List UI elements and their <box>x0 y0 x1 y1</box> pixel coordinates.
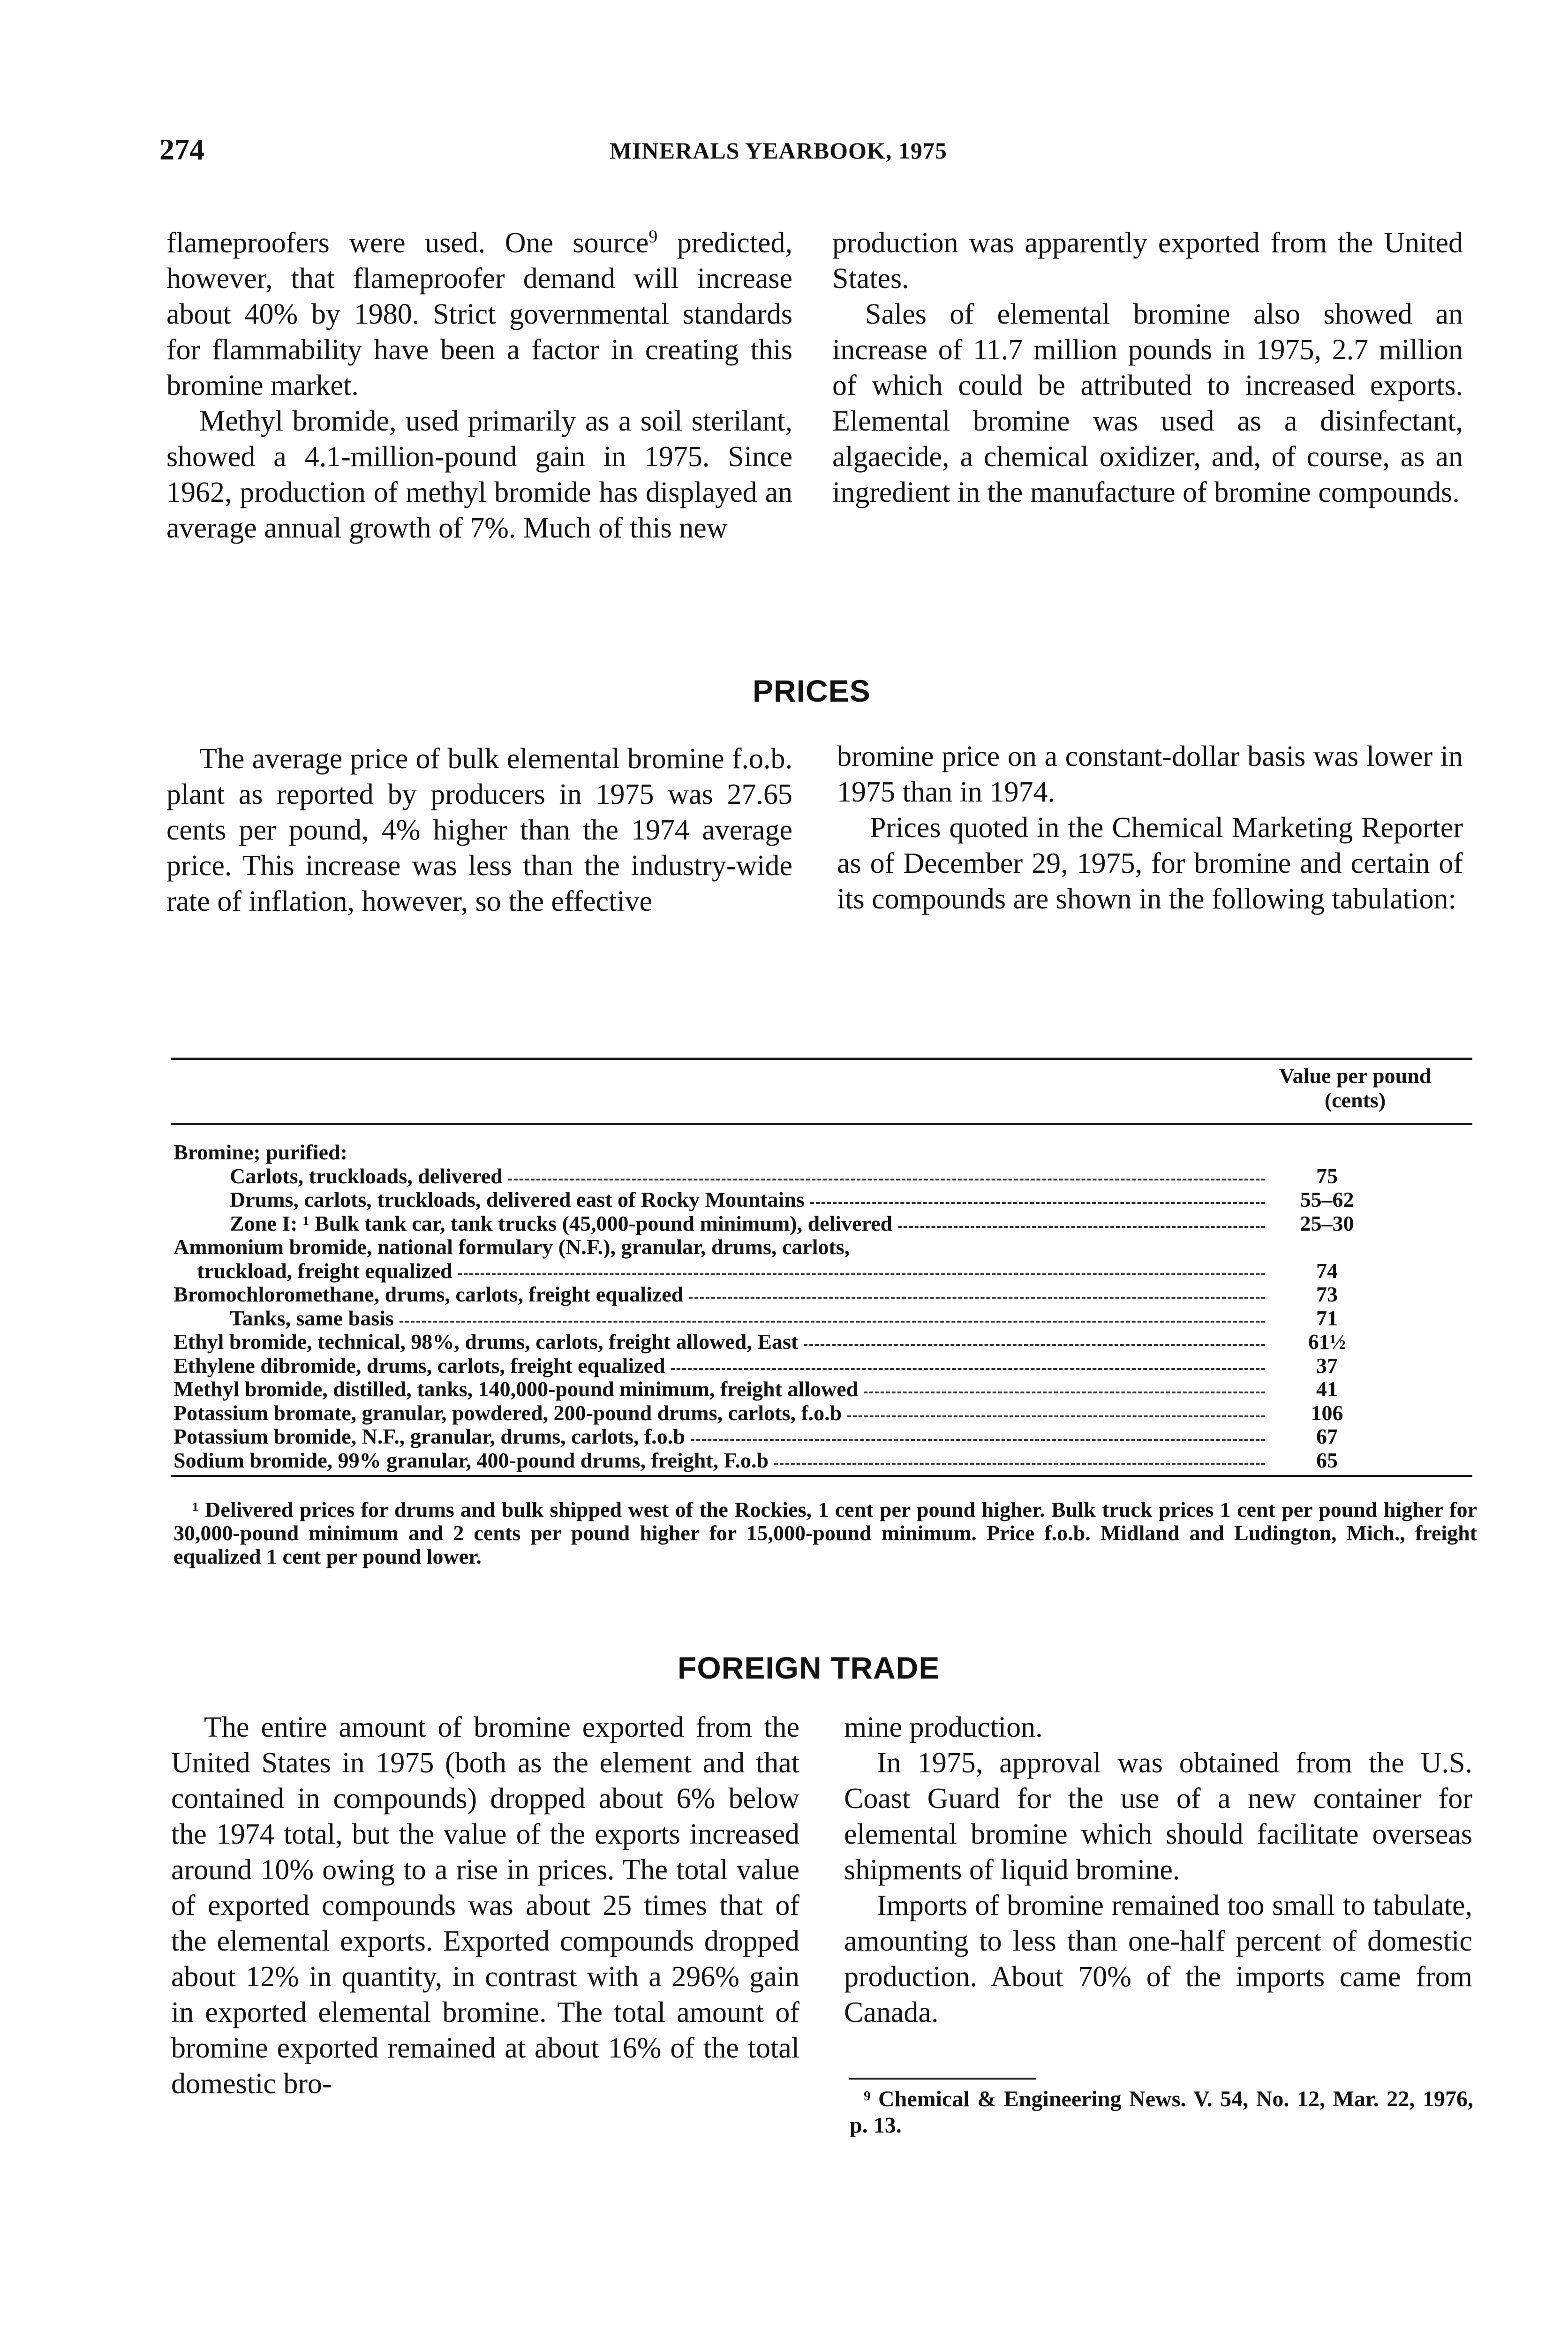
leader-dots <box>804 1338 1265 1346</box>
leader-dots <box>847 1409 1265 1417</box>
table-top-rule <box>171 1058 1472 1060</box>
table-row-label: Bromine; purified: <box>173 1140 347 1164</box>
table-row-value: 106 <box>1311 1400 1343 1425</box>
prices-heading: PRICES <box>753 673 871 708</box>
table-row <box>173 1283 1477 1307</box>
table-row <box>173 1212 1477 1236</box>
table-row-value: 41 <box>1316 1377 1338 1401</box>
table-row <box>173 1259 1477 1283</box>
table-row-value: 71 <box>1316 1306 1338 1330</box>
table-row <box>173 1401 1477 1425</box>
table-row-value: 37 <box>1316 1353 1338 1377</box>
table-row <box>173 1377 1477 1401</box>
foreign-trade-right-paragraph-3: Imports of bromine remained too small to tabulate, amounting to less than one-half percent of domestic production. About 70% of the imports came from Canada. <box>844 1890 1472 2028</box>
table-row <box>173 1235 1477 1259</box>
leader-dots <box>689 1290 1265 1299</box>
prices-right-column <box>837 739 1463 917</box>
table-row-label: Potassium bromide, N.F., granular, drums, carlots, f.o.b <box>173 1424 685 1448</box>
table-header-line-2: (cents) <box>1324 1088 1386 1112</box>
leader-dots <box>458 1267 1265 1275</box>
leader-dots <box>774 1456 1265 1465</box>
leader-dots <box>855 1244 1265 1250</box>
table-row-label: Bromochloromethane, drums, carlots, freight equalized <box>173 1282 684 1306</box>
foreign-trade-heading: FOREIGN TRADE <box>678 1650 940 1685</box>
page-number: 274 <box>159 133 204 166</box>
table-row-value: 25–30 <box>1300 1211 1354 1235</box>
table-row <box>173 1165 1477 1188</box>
table-row-label: Potassium bromate, granular, powdered, 200-pound drums, carlots, f.o.b <box>173 1400 842 1425</box>
table-row <box>173 1425 1477 1449</box>
table-row <box>173 1141 1477 1165</box>
intro-right-column <box>832 225 1463 510</box>
table-row-value: 73 <box>1316 1282 1338 1306</box>
table-row-value: 61½ <box>1308 1330 1346 1354</box>
intro-paragraph-2: Methyl bromide, used primarily as a soil sterilant, showed a 4.1-million-pound gain in 1975. Since 1962, production of methyl bromide has displayed an average annual growth of 7%. Much of this new <box>166 405 792 544</box>
table-row-value: 74 <box>1316 1258 1338 1283</box>
foreign-trade-paragraph-1: The entire amount of bromine exported from the United States in 1975 (both as the element and that contained in compounds) dropped about 6% below the 1974 total, but the value of the exports increased around 10% owing to a rise in prices. The total value of exported compounds was about 25 times that of the elemental exports. Exported compounds dropped about 12% in quantity, in contrast with a 296% gain in exported elemental bromine. The total amount of bromine exported remained at about 16% of the total domestic bro- <box>171 1711 799 2100</box>
leader-dots <box>810 1195 1265 1204</box>
footnote-ref-9: 9 <box>648 227 658 247</box>
intro-left-column <box>166 225 792 546</box>
intro-right-paragraph-1: production was apparently exported from the United States. <box>832 227 1463 295</box>
leader-dots <box>400 1314 1265 1323</box>
prices-right-paragraph-2: Prices quoted in the Chemical Marketing Reporter as of December 29, 1975, for bromine and certain of its compounds are shown in the following tabulation: <box>837 812 1463 915</box>
table-row <box>173 1449 1477 1473</box>
table-row-value: 75 <box>1316 1164 1338 1188</box>
table-row <box>173 1354 1477 1378</box>
prices-right-paragraph-1: bromine price on a constant-dollar basis was lower in 1975 than in 1974. <box>837 741 1463 808</box>
table-header-rule <box>171 1123 1472 1125</box>
table-row-label: Methyl bromide, distilled, tanks, 140,000-pound minimum, freight allowed <box>173 1377 859 1401</box>
table-column-header <box>1233 1064 1477 1112</box>
intro-right-paragraph-2: Sales of elemental bromine also showed an increase of 11.7 million pounds in 1975, 2.7 million of which could be attributed to increased exports. Elemental bromine was used as a disinfectant, algaecide, a chemical oxidizer, and, of course, as an ingredient in the manufacture of bromine compounds. <box>832 298 1463 508</box>
table-row-label: Ethylene dibromide, drums, carlots, freight equalized <box>173 1353 665 1377</box>
prices-paragraph-1: The average price of bulk elemental bromine f.o.b. plant as reported by producers in 1975 was 27.65 cents per pound, 4% higher than the 1974 average price. This increase was less than the industry-wide rate of inflation, however, so the effective <box>166 743 792 917</box>
table-row-label: Ethyl bromide, technical, 98%, drums, carlots, freight allowed, East <box>173 1330 799 1354</box>
table-row-label: Ammonium bromide, national formulary (N.F.), granular, drums, carlots, <box>173 1235 850 1259</box>
intro-paragraph-1 <box>166 225 792 403</box>
intro-p1-text-b: predicted, however, that flameproofer demand will increase about 40% by 1980. Strict governmental standards for flammability have been a factor in creating this bromine market. <box>166 227 792 401</box>
table-row-label: Carlots, truckloads, delivered <box>230 1164 503 1188</box>
table-row <box>173 1307 1477 1331</box>
foreign-trade-left-column <box>171 1710 799 2102</box>
table-row <box>173 1188 1477 1212</box>
footnote-9: ⁹ Chemical & Engineering News. V. 54, No. 12, Mar. 22, 1976, p. 13. <box>850 2087 1473 2138</box>
table-row-label: Zone I: ¹ Bulk tank car, tank trucks (45,000-pound minimum), delivered <box>230 1211 893 1235</box>
foreign-trade-right-paragraph-1: mine production. <box>844 1711 1043 1743</box>
table-row-label: Drums, carlots, truckloads, delivered east of Rocky Mountains <box>230 1188 805 1211</box>
foreign-trade-right-column <box>844 1710 1472 2030</box>
leader-dots <box>691 1432 1265 1441</box>
price-table-body <box>173 1141 1477 1472</box>
table-row-value: 65 <box>1316 1448 1338 1472</box>
prices-left-column <box>166 741 792 919</box>
intro-p1-text-a: flameproofers were used. One source <box>166 227 649 259</box>
leader-dots <box>508 1172 1265 1180</box>
table-row-value: 55–62 <box>1300 1188 1354 1211</box>
table-row-label: truckload, freight equalized <box>197 1258 452 1283</box>
leader-dots <box>864 1385 1265 1393</box>
table-row-label: Sodium bromide, 99% granular, 400-pound drums, freight, F.o.b <box>173 1448 769 1472</box>
running-title: MINERALS YEARBOOK, 1975 <box>610 137 947 164</box>
table-bottom-rule <box>171 1475 1472 1477</box>
table-row <box>173 1330 1477 1354</box>
leader-dots <box>671 1362 1265 1370</box>
table-header-line-1: Value per pound <box>1279 1064 1432 1088</box>
foreign-trade-right-paragraph-2: In 1975, approval was obtained from the U.S. Coast Guard for the use of a new container for elemental bromine which should facilitate overseas shipments of liquid bromine. <box>844 1747 1472 1886</box>
leader-dots <box>353 1149 1265 1156</box>
table-footnote: ¹ Delivered prices for drums and bulk shipped west of the Rockies, 1 cent per pound higher. Bulk truck prices 1 cent per pound higher for 30,000-pound minimum and 2 cents per pound higher for 15,000-pound minimum. Price f.o.b. Midland and Ludington, Mich., freight equalized 1 cent per pound lower. <box>173 1498 1477 1568</box>
leader-dots <box>898 1219 1265 1228</box>
table-row-value: 67 <box>1316 1424 1338 1448</box>
footnote-rule <box>849 2078 1036 2080</box>
table-row-label: Tanks, same basis <box>230 1306 394 1330</box>
